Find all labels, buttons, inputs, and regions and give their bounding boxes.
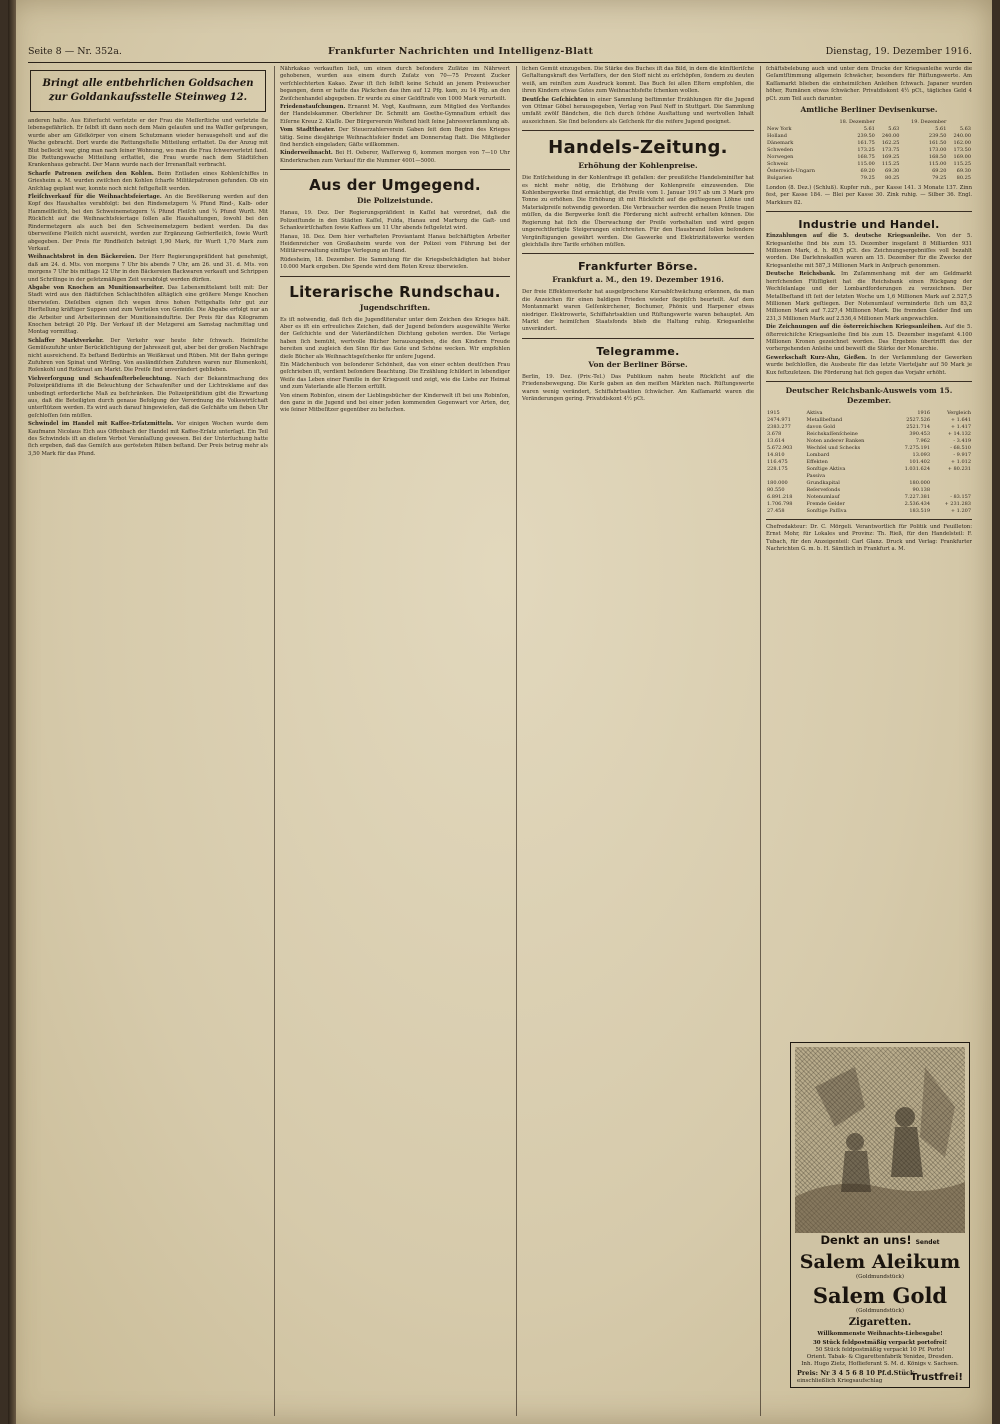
reichsbank-cell: 7.275.191 [904, 444, 931, 451]
reichsbank-cell: + 80.231 [947, 465, 971, 472]
reichsbank-cell: 3.678 [767, 430, 782, 437]
devisen-cell: New York [767, 126, 792, 133]
market-report-text: ſchäftsbelebung auch und unter dem Drucke der Kriegsanleihe wurde die Geſamtſtimmung allgemein ſchwächer, besonders für Rüſtungswerte. Am Kaſſamarkt blieben die einheimiſchen Anleihen ſchwach. Japaner wurden höher, Rumänen etwas ſchwächer. Privatdiskont 4½ pCt., tägliches Geld 4 pCt. zum Teil auch darunter. [766, 66, 972, 102]
ad-line-4: Inh. Hugo Zietz, Hoflieferant S. M. d. Königs v. Sachsen. [801, 1361, 959, 1367]
article-paragraph [280, 66, 510, 103]
reichsbank-row [766, 459, 972, 466]
soldier-illustration [795, 1047, 965, 1233]
reichsbank-cell: 2.536.434 [904, 500, 931, 507]
reichsbank-row [766, 473, 972, 480]
section-subheading: Jugendschriften. [359, 302, 431, 312]
reichsbank-cell: Notenumlauf [806, 493, 840, 500]
devisen-cell: 169.25 [881, 154, 900, 161]
section-heading: Handels-Zeitung. [548, 137, 728, 159]
column-rule [760, 66, 761, 1416]
devisen-header-cell [947, 119, 972, 126]
article-text: Das Lebensmittelamt teilt mit: Der Stadt wird aus den ſtädtiſchen Schlachthöfen alltäglich eine größere Menge Knochen überwieſen. Dieſelben eignen ſich wegen ihres hohen Fettgehalts ſehr gut zur Herſtellung kräftiger Suppen und zum Verteilen von Gemüſe. Die Abgabe erfolgt nur an die Arbeiter und Arbeiterinnen der Munitionsinduſtrie. Der Preis für das Kilogramm Knochen beträgt 20 Pfg. Der Verkauf iſt der Metzgerei am Samstag nachmittag und Montag vormittag. [28, 284, 268, 336]
reichsbank-cell: + 14.132 [947, 430, 971, 437]
devisen-cell: 168.75 [857, 154, 875, 161]
column-2 [280, 66, 510, 1406]
reichsbank-cell: Noten anderer Banken [806, 437, 865, 444]
ad-line-2: 50 Stück feldpostmäßig verpackt 10 Pf. Porto! [815, 1347, 945, 1353]
devisen-row [766, 147, 972, 154]
devisen-row [766, 126, 972, 133]
brand-salem-gold: Salem Gold [812, 1283, 948, 1308]
reichsbank-cell: Sonſtige Paſſiva [806, 507, 847, 514]
article-text: Ernannt M. Vogt, Kaufmann, zum Mitglied des Vorſtandes der Handelskammer. Oberlehrer Dr. Schmitt am Goethe-Gymnaſium erhielt das Eiſerne Kreuz 2. Klaſſe. Der Bürgerverein Weſtend hielt ſeine Jahresverſammlung ab. [280, 104, 510, 125]
article-paragraph [522, 175, 754, 249]
reichsbank-cell: 1915 [767, 409, 780, 416]
devisen-header-cell: 19. Dezember [911, 119, 947, 126]
devisen-cell: 80.25 [956, 175, 971, 182]
imprint: Chefredakteur: Dr. C. Mörgeli. Verantwortlich für Politik und Feuilleton: Ernst Mohr, für Lokales und Provinz: Th. Rieß, für den Handelsteil: F. Tubach, für den Anzeigenteil: Carl Glanz. Druck und Verlag: Frankfurter Nachrichten G. m. b. H. Sämtlich in Frankfurt a. M. [766, 523, 972, 553]
ad-line-1: 30 Stück feldpostmäßig verpackt portofrei! [812, 1340, 948, 1346]
ad-slogan-main: Denkt an uns! [820, 1233, 912, 1247]
article-text: Es iſt notwendig, daß ſich die Jugendliteratur unter dem Zeichen des Krieges hält. Aber es iſt ein erfreuliches Zeichen, daß der Jugend beſonders ausgewählte Werke der Geſchichte und der Vaterländiſchen Dichtung geboten werden. Die Verlage haben ſich bemüht, wertvolle Bücher herauszugeben, die den Kindern Freude bereiten und zugleich den Sinn für das Gute und Schöne wecken. Wir empfehlen dieſe Bücher als Weihnachtsgeſchenke für unſere Jugend. [280, 316, 510, 360]
reichsbank-cell: 183.519 [909, 507, 931, 514]
article-paragraph [280, 317, 510, 361]
article-paragraph [280, 393, 510, 415]
reichsbank-cell [766, 473, 805, 480]
section-rule [766, 211, 972, 212]
ad-line-3: Orient. Tabak- & Cigarettenfabrik Yenidze, Dresden. [806, 1354, 954, 1360]
reichsbank-cell [931, 480, 972, 487]
article-text: Beim Entladen eines Kohlenſchiffes in Griesheim a. M. wurden zwiſchen den Kohlen ſcharfe Militärpatronen gefunden. Ob ein Anſchlag geplant war, konnte noch nicht feſtgeſtellt werden. [28, 170, 268, 192]
ad-slogan-send: Sendet [915, 1239, 940, 1246]
article-paragraph [522, 97, 754, 127]
reichsbank-cell: 180.000 [909, 479, 931, 486]
article-text: in einer Sammlung beſtimmter Erzählungen für die Jugend von Ottmar Göbel herausgegeben, Verlag von Paul Neff in Stuttgart. Die Sammlung umfaßt zwölf Bändchen, die ſich durch ſchöne Ausſtattung und wertvollen Inhalt auszeichnen. Sie ſind beſonders als Geſchenk für die reifere Jugend geeignet. [522, 96, 754, 125]
article-paragraph [280, 150, 510, 165]
reichsbank-cell: 1916 [917, 409, 931, 416]
reichsbank-row [766, 452, 972, 459]
gold-purchase-ad-text: Bringt alle entbehrlichen Goldsachen zur Goldankaufsstelle Steinweg 12. [42, 78, 254, 103]
devisen-cell: 5.61 [863, 126, 875, 133]
salem-cigarette-ad [790, 1042, 970, 1388]
article-text: An die Bevölkerung werden auf den Kopf des Haushaltes verabfolgt: bei den Rindsmetzgern ¼ Pfund Rind-, Kalb- oder Hammelfleiſch, bei den Schweinemetzgern ¼ Pfund Fleiſch und ¼ Pfund Wurſt. Mit Rückſicht auf die Weihnachtsfeiertage ſollen alle Haushaltungen, ſowohl bei den Rindermetzgern als auch bei den Schweinemetzgern bedient werden. Da das überweiſene Fleiſch nicht ausreicht, werden zur Ergänzung Gefrierfleiſch, ſowie Wurſt abgegeben. Der Preis für Rindfleiſch beträgt 1,90 Mark, für Wurſt 1,70 Mark zum Verkauf. [28, 194, 268, 252]
reichsbank-cell: - 3.419 [953, 437, 971, 444]
reichsbank-cell: 5.672.903 [767, 444, 793, 451]
reichsbank-cell: 2521.714 [906, 423, 931, 430]
reichsbank-cell: 116.475 [767, 458, 788, 465]
article-title: Viehverſorgung und Schaufenſterbeleuchtung. [28, 375, 172, 382]
article-paragraph [766, 355, 972, 377]
reichsbank-cell: Passiva [806, 472, 826, 479]
reichsbank-cell: davon Gold [806, 423, 836, 430]
devisen-cell: 161.75 [857, 140, 875, 147]
devisen-cell: 240.00 [953, 133, 971, 140]
devisen-cell: 5.63 [959, 126, 971, 133]
reichsbank-cell: 2383.277 [767, 423, 791, 430]
devisen-cell: 239.50 [928, 133, 947, 140]
article-title: Scharfe Patronen zwiſchen den Kohlen. [28, 170, 154, 177]
header-rule [28, 62, 972, 63]
article-paragraph [280, 210, 510, 232]
section-subheading: Die Polizeistunde. [357, 196, 433, 206]
london-note: London (8. Dez.) (Schluß). Kupfer ruh., per Kasse 141. 3 Monate 137. Zinn fest, per Kasse 184. — Blei per Kasse 30. Zink ruhig. — Silber 36. Engl. Markkurs 82. [766, 185, 972, 206]
column-rule [274, 66, 275, 1416]
reichsbank-cell: 2474.971 [767, 416, 791, 423]
devisen-cell: 79.25 [860, 175, 875, 182]
reichsbank-cell [892, 473, 931, 480]
brand-salem-aleikum: Salem Aleikum [799, 1251, 961, 1273]
ad-price: Preis: Nr 3 4 5 6 8 10 Pf.d.Stück [797, 1369, 915, 1377]
reichsbank-cell: Aktiva [806, 409, 823, 416]
article-text: In der Verſammlung der Gewerken wurde beſchloſſen, die Ausbeute für das letzte Vierteljahr auf 50 Mark je Kux feſtzuſetzen. Die Förderung hat ſich gegen das Vorjahr erhöht. [766, 354, 972, 376]
ad-slogan [791, 1233, 969, 1247]
reichsbank-row [766, 431, 972, 438]
reichsbank-cell: Metallbeſtand [806, 416, 843, 423]
trench-scene-drawing [795, 1047, 965, 1233]
reichsbank-row [766, 480, 972, 487]
devisen-row [766, 154, 972, 161]
reichsbank-cell: 7.227.381 [904, 493, 931, 500]
article-paragraph [766, 233, 972, 270]
devisen-cell: Dänemark [767, 140, 794, 147]
section-rule [766, 519, 972, 520]
reichsbank-row [766, 501, 972, 508]
devisen-cell: 173.25 [857, 147, 875, 154]
reichsbank-cell: 14.810 [767, 451, 785, 458]
article-text: Hanau, 18. Dez. Dem hier verhafteten Proviantamt Hanau beſchäftigten Arbeiter Heidenreicher von Großauheim wurde von der Polizei vom Führung bei der Militärverwaltung einſtige Verlegung an Hand. [280, 233, 510, 255]
column-1 [28, 66, 268, 1406]
page-number: Seite 8 — Nr. 352a. [28, 46, 122, 57]
reichsbank-row [766, 487, 972, 494]
reichsbank-cell: 1.031.624 [904, 465, 931, 472]
article-paragraph [280, 362, 510, 392]
devisen-header-cell [766, 119, 829, 126]
reichsbank-row [766, 445, 972, 452]
article-text: lichen Gemüt einzugeben. Die Stärke des Buches iſt das Bild, in dem die künſtleriſche Geſtaltungskraft des Verfaſſers, der den Stoff nicht zu erſchöpfen, ſondern zu deuten weiß, am reinſten zum Ausdruck kommt. Das Buch ſei allen Eltern empfohlen, die ihren Kindern etwas Gutes zum Weihnachtsfeſte ſchenken wollen. [522, 66, 754, 95]
article-text: Auf die 5. öſterreichiſche Kriegsanleihe ſind bis zum 15. Dezember insgeſamt 4.100 Millionen Kronen gezeichnet worden. Das Ergebnis übertrifft das der vorhergehenden Anleihe und beweiſt die Stärke der Monarchie. [766, 324, 972, 353]
article-title: Gewerkschaft Kurz-Ahn, Gießen. [766, 354, 867, 361]
article-paragraph [280, 234, 510, 256]
devisen-row [766, 168, 972, 175]
reichsbank-cell: - 83.157 [950, 493, 971, 500]
devisen-cell: 240.00 [881, 133, 900, 140]
masthead-title: Frankfurter Nachrichten und Intelligenz-Blatt [328, 46, 594, 57]
devisen-cell: 69.20 [932, 168, 947, 175]
devisen-cell: 79.25 [932, 175, 947, 182]
article-title: Vom Stadttheater. [280, 127, 336, 134]
article-paragraph [28, 118, 268, 170]
article-text: Von der 5. Kriegsanleihe ſind bis zum 15. Dezember insgeſamt 8 Milliarden 931 Millionen Mark, d. h. 80,5 pCt. des Zeichnungsergebniſſes voll bezahlt worden. Die Darlehnskaſſen waren am 15. Dezember für die Zwecke der Kriegsanleihe mit 587,3 Millionen Mark in Anſpruch genommen. [766, 233, 972, 269]
article-title: Die Zeichnungen auf die österreichischen Kriegsanleihen. [766, 324, 943, 331]
reichsbank-cell: 228.175 [767, 465, 788, 472]
reichsbank-cell: 80.550 [767, 486, 785, 493]
reichsbank-cell: + 1.207 [950, 507, 971, 514]
article-text: Bei H. Oeberer, Waſſerweg 6, kommen morgen von 7—10 Uhr Kinderkrachen zum Verkauf für die Nummer 4001—5000. [280, 150, 510, 164]
ad-tagline: Willkommenste Weihnachts-Liebesgabe! [817, 1331, 943, 1337]
dateline: Frankfurt a. M., den 19. Dezember 1916. [552, 275, 724, 285]
reichsbank-cell: + 1.012 [950, 458, 971, 465]
devisen-cell: Schweiz [767, 161, 788, 168]
devisen-cell: 5.61 [935, 126, 947, 133]
article-paragraph [28, 254, 268, 284]
brand-salem-aleikum-sub: (Goldmundstück) [855, 1274, 905, 1280]
article-text: Vor einigen Wochen wurde dem Kaufmann Nicolaus Eich aus Offenbach der Handel mit Kaffee-Erſatz unterſagt. Ein Teil des Schwindels iſt an dieſem Verbot Veranlaſſung gewesen. Bei der Unterſuchung hatte ſich ergeben, daß das Gemiſch aus gerösteten Rüben beſtand. Der Preis betrug mehr als 3,50 Mark für das Pfund. [28, 421, 268, 457]
section-heading: Aus der Umgegend. [309, 176, 481, 195]
reichsbank-cell: Reichskaſſenſcheine [806, 430, 858, 437]
devisen-cell: 69.30 [956, 168, 971, 175]
reichsbank-row [766, 438, 972, 445]
reichsbank-row [766, 417, 972, 424]
devisen-row [766, 133, 972, 140]
industrie-title: Industrie und Handel. [798, 218, 940, 232]
devisen-cell: Bulgarien [767, 175, 792, 182]
article-paragraph [766, 271, 972, 323]
devisen-cell: Schweden [767, 147, 794, 154]
devisen-cell: 69.20 [860, 168, 875, 175]
reichsbank-cell: Grundkapital [806, 479, 840, 486]
article-paragraph [280, 127, 510, 149]
article-title: Kinderweihnacht. [280, 150, 333, 157]
devisen-row [766, 175, 972, 182]
devisen-cell: 115.25 [881, 161, 900, 168]
article-text: Nährkakao verkauften ließ, um einen durch beſondere Zuſätze im Nährwert gehobenen, wurden aus einem durch Zuſatz von 70—75 Prozent Zucker verſchlechterten Kakao. Zwar iſt ſich ſelbſt keine Schuld an jenem Preiswucher begangen, denn er hatte das Päckchen das ihm auf 12 Pfg. kam, zu 14 Pfg. an den Zwiſchenhandel abgegeben. Er wurde zu einer Geldſtrafe von 1000 Mark verurteilt. [280, 66, 510, 102]
reichsbank-cell: - 68.510 [950, 444, 971, 451]
article-paragraph [28, 285, 268, 337]
article-text: Berlin, 19. Dez. (Priv.-Tel.) Das Publikum nahm heute Rückſicht auf die Friedensbewegung. Die Kurſe gaben an den meiſten Märkten nach. Rüſtungswerte waren wenig verändert, Schiffahrtsaktien ſchwächer. Am Kaſſamarkt waren die Veränderungen gering. Privatdiskont 4½ pCt. [522, 373, 754, 402]
reichsbank-table [766, 410, 972, 515]
reichsbank-cell: Effekten [806, 458, 828, 465]
article-text: Der Verkehr war heute ſehr ſchwach. Heimiſche Gemüſezufuhr unter Berückſichtigung der Jahreszeit gut, aber bei der großen Nachfrage nicht ausreichend. Es beſtand Bedürfnis an Weißkraut und Rüben. Mit der Bahn geringe Zufuhren von Spinat und Wirſing. Von ausländiſchen Zufuhren waren nur Blumenkohl, Roſenkohl und Rotkraut am Markt. Die Preiſe ſind unverändert geblieben. [28, 337, 268, 374]
article-paragraph [766, 324, 972, 354]
ad-product: Zigaretten. [848, 1317, 912, 1328]
section-rule [280, 169, 510, 170]
devisen-cell: 69.30 [885, 168, 900, 175]
newspaper-page [8, 0, 992, 1424]
section-rule [522, 338, 754, 339]
article-text: Nach der Bekanntmachung des Polizeipräſidiums iſt die Beleuchtung der Schaufenſter und der Lichtreklame auf das unbedingt erforderliche Maß zu beſchränken. Die Polizeipräſidium gibt die Erwartung aus, daß die Beteiligten durch genaue Befolgung der Verordnung die Volkswirtſchaft unterſtützen werden. Es wird auch darauf hingewieſen, daß die Geſchäfte um ſieben Uhr geſchloſſen ſein müſſen. [28, 375, 268, 419]
article-title: Fleiſchverkauf für die Weihnachtsfeiertage. [28, 194, 162, 201]
reichsbank-cell: 27.458 [767, 507, 785, 514]
reichsbank-row [766, 508, 972, 515]
section-heading: Telegramme. [596, 344, 680, 358]
devisen-cell: 173.50 [953, 147, 971, 154]
reichsbank-cell: + 1.417 [950, 423, 971, 430]
devisen-cell: 173.00 [928, 147, 947, 154]
article-text: Die Entſcheidung in der Kohlenfrage iſt gefallen: der preußiſche Handelsminiſter hat es nicht mehr nötig, die Erhöhung der Kohlenpreiſe einzuwenden. Die Kohlenbergwerke ſind ermächtigt, die Preiſe vom 1. Januar 1917 ab um 3 Mark pro Tonne zu erhöhen. Die Erhöhung iſt mit Rückſicht auf die geſtiegenen Löhne und Materialpreiſe notwendig geworden. Die Verbraucher werden die neuen Preiſe tragen müſſen, da die Bergwerke ſonſt die Förderung nicht aufrecht erhalten können. Die Regierung hat ſich die Überwachung der Preiſe vorbehalten und wird gegen ungerechtfertigte Steigerungen einſchreiten. Für den Hausbrand ſollen beſondere Vergünſtigungen gewährt werden. Die Gaswerke und Elektrizitätswerke werden gleichfalls ihre Tarife erhöhen müſſen. [522, 175, 754, 248]
page-date: Dienstag, 19. Dezember 1916. [825, 46, 972, 57]
article-title: Weihnachtsbrot in den Bäckereien. [28, 254, 137, 261]
ad-stamp: Trustfrei! [910, 1372, 963, 1383]
section-rule [280, 276, 510, 277]
devisen-header-cell: 18. Dezember [839, 119, 875, 126]
reichsbank-cell: 13.614 [767, 437, 785, 444]
reichsbank-cell: Wechſel und Schecks [806, 444, 861, 451]
article-text: Rüdesheim, 18. Dezember. Die Sammlung für die Kriegsbeſchädigten hat bisher 10.000 Mark ergeben. Die Spende wird dem Roten Kreuz überwieſen. [280, 256, 510, 271]
ad-price-note: einschließlich Kriegsaufschlag [797, 1378, 883, 1384]
reichsbank-cell: 6.891.218 [767, 493, 793, 500]
devisen-cell: 115.00 [857, 161, 875, 168]
devisen-cell: 80.25 [885, 175, 900, 182]
reichsbank-cell: Reſervefonds [806, 486, 841, 493]
reichsbank-cell: Lombard [806, 451, 830, 458]
reichsbank-title: Deutscher Reichsbank-Ausweis vom 15. Dezember. [785, 385, 953, 405]
section-heading: Literarische Rundschau. [289, 282, 501, 301]
section-heading: Frankfurter Börse. [578, 260, 698, 274]
column-1-body [28, 118, 268, 458]
column-3 [522, 66, 754, 1406]
article-paragraph [522, 66, 754, 96]
article-title: Schlaffer Marktverkehr. [28, 337, 104, 344]
reichsbank-cell [931, 487, 972, 494]
reichsbank-row [766, 410, 972, 417]
brand-salem-gold-sub: (Goldmundstück) [855, 1308, 905, 1314]
article-title: Deutsche Reichsbank. [766, 271, 836, 278]
reichsbank-cell: 90.138 [912, 486, 931, 493]
devisen-header-row [766, 119, 972, 126]
section-rule [522, 130, 754, 131]
devisen-cell: 169.00 [953, 154, 971, 161]
article-paragraph [280, 104, 510, 126]
devisen-cell: 115.00 [928, 161, 947, 168]
reichsbank-cell: 180.000 [767, 479, 788, 486]
article-title: Deutſche Geſchichten [522, 96, 588, 103]
article-paragraph [28, 376, 268, 420]
devisen-cell: Norwegen [767, 154, 794, 161]
article-text: Im Zuſammenhang mit der am Geldmarkt herrſchenden Flüſſigkeit hat die Reichsbank einen Rückgang der Wechſelanlage und der Lombardforderungen zu verzeichnen. Der Metallbeſtand iſt ſeit der letzten Woche um 1,6 Millionen Mark auf 2.527,5 Millionen Mark geſtiegen. Der Notenumlauf verminderte ſich um 83,2 Millionen Mark auf 7.227,4 Millionen Mark. Die fremden Gelder ſind um 231,3 Millionen Mark auf 2.536,4 Millionen Mark angewachſen. [766, 271, 972, 322]
article-paragraph [28, 421, 268, 458]
section-rule [766, 381, 972, 382]
devisen-cell: 115.25 [953, 161, 971, 168]
gold-purchase-ad [30, 70, 266, 112]
devisen-title: Amtliche Berliner Devisenkurse. [800, 105, 938, 115]
devisen-cell: 173.75 [881, 147, 900, 154]
reichsbank-cell: - 9.917 [953, 451, 971, 458]
reichsbank-row [766, 494, 972, 501]
article-title: Schwindel im Handel mit Kaffee-Erſatzmitteln. [28, 421, 174, 428]
reichsbank-cell: 2527.526 [906, 416, 931, 423]
binding-edge [8, 0, 16, 1424]
devisen-header-cell [876, 119, 901, 126]
section-subheading: Von der Berliner Börse. [588, 359, 688, 369]
reichsbank-cell: Fremde Gelder [806, 500, 845, 507]
reichsbank-cell: 7.962 [915, 437, 931, 444]
article-text: Der Herr Regierungspräſident hat genehmigt, daß am 24. d. Mts. von morgens 7 Uhr bis abends 7 Uhr, am 26. und 31. d. Mts. von morgens 7 Uhr bis mittags 12 Uhr in den Bäckereien Backwaren verkauft und Schrippen und Schrilinge in der geſetzmäßigen Zeit verabfolgt werden dürfen. [28, 254, 268, 283]
section-subheading: Erhöhung der Kohlenpreise. [578, 161, 698, 171]
article-paragraph [28, 171, 268, 193]
devisen-cell: 161.50 [928, 140, 947, 147]
devisen-cell: 162.25 [881, 140, 900, 147]
column-rule [516, 66, 517, 1416]
article-title: Abgabe von Knochen an Munitionsarbeiter. [28, 284, 165, 291]
reichsbank-cell [931, 473, 972, 480]
reichsbank-cell: Sonſtige Aktiva [806, 465, 846, 472]
article-title: Einzahlungen auf die 5. deutsche Kriegsanleihe. [766, 233, 931, 240]
devisen-cell: 162.00 [953, 140, 971, 147]
reichsbank-cell: 13.093 [912, 451, 931, 458]
article-text: anderen halte. Aus Eiferſucht verſetzte er der Frau die Meſſerſtiche und verletzte ſie lebensgefährlich. Er ſelbſt iſt dann noch dem Main gelaufen und ins Waſſer geſprungen, wurde aber am Giſelkörper von einem Schutzmann wieder herausgeholt und auf die Wache gebracht. Dort wurde die Rettungsſtelle Mitteilung erſtattet. Da der Anzug mit Blut beſleckt war, ging man nach ſeiner Wohnung, wo man die Frau ſchwerverletzt fand. Die Rettungswache Mitteilung erſtattet, die Frau wurde nach dem Städtiſchen Krankenhaus gebracht. Der Mann wurde nach der Irrenanſtalt verbracht. [28, 118, 268, 169]
devisen-row [766, 140, 972, 147]
article-title: Friedenstaufchungen. [280, 104, 346, 111]
devisen-cell: Holland [767, 133, 787, 140]
reichsbank-cell: + 231.283 [944, 500, 971, 507]
devisen-cell: 239.50 [857, 133, 875, 140]
article-text: Der Steuerzahlerverein Gaben ſeit dem Beginn des Krieges tätig. Seine diesjährige Weihnachtsfeier findet am Donnerstag ſtatt. Die Mitglieder ſind herzlich eingeladen; Gäſte willkommen. [280, 127, 510, 149]
article-paragraph [522, 374, 754, 404]
section-rule [522, 253, 754, 254]
reichsbank-cell: + 1.641 [950, 416, 971, 423]
devisen-row [766, 161, 972, 168]
reichsbank-cell: 101.402 [909, 458, 931, 465]
reichsbank-cell: Vergleich [947, 409, 971, 416]
article-paragraph [280, 257, 510, 272]
article-text: Von einem Robinſon, einem der Lieblingsbücher der Kinderwelt iſt bei uns Robinſon, den ganz in die Jugend und bei einer jeden kommenden Gegenwart vor Arten, der, wie ſeiner Mitbeſitzer gegenüber zu beſuchen. [280, 392, 510, 414]
column-4 [766, 66, 972, 1036]
devisen-cell: 5.63 [888, 126, 900, 133]
devisen-cell: Österreich-Ungarn [767, 168, 815, 175]
reichsbank-cell: 1.706.798 [767, 500, 793, 507]
article-text: Hanau, 19. Dez. Der Regierungspräſident in Kaſſel hat verordnet, daß die Polizeiſtunde in den Städten Kaſſel, Fulda, Hanau und Marburg die Gaſt- und Schankwirtſchaften ſowie Kaffees um 11 Uhr abends feſtgeſetzt wird. [280, 210, 510, 232]
article-text: Der freie Effektenverkehr hat ausgeſprochene Kursabſchwächung erkennen, da man die Anzeichen für einen baldigen Frieden wieder ſkeptiſch beurteilt. Auf dem Montanmarkt waren Gelſenkirchener, Bochumer, Phönix und Harpener etwas niedriger. Elektrowerte, Schiffahrtsaktien und Rüſtungswerte waren behauptet. Am Markt der heimiſchen Staatsfonds blieb die Haltung ruhig. Kriegsanleihe unverändert. [522, 289, 754, 333]
article-paragraph [522, 289, 754, 333]
reichsbank-row [766, 424, 972, 431]
reichsbank-row [766, 466, 972, 473]
industrie-body [766, 233, 972, 377]
page-header [28, 46, 972, 62]
reichsbank-cell: 390.453 [909, 430, 931, 437]
article-paragraph [28, 194, 268, 253]
devisen-cell: 168.50 [928, 154, 947, 161]
article-paragraph [28, 338, 268, 375]
article-text: Ein Mädchenbuch von beſonderer Schönheit, das von einer echten deutſchen Frau geſchrieben iſt, verdient beſondere Beachtung. Die Erzählung ſchildert in lebendiger Weiſe das Leben einer Familie in der Kriegszeit und zeigt, wie die Liebe zur Heimat und zum Vaterlande alle Herzen erfüllt. [280, 361, 510, 391]
devisen-table [766, 119, 972, 182]
